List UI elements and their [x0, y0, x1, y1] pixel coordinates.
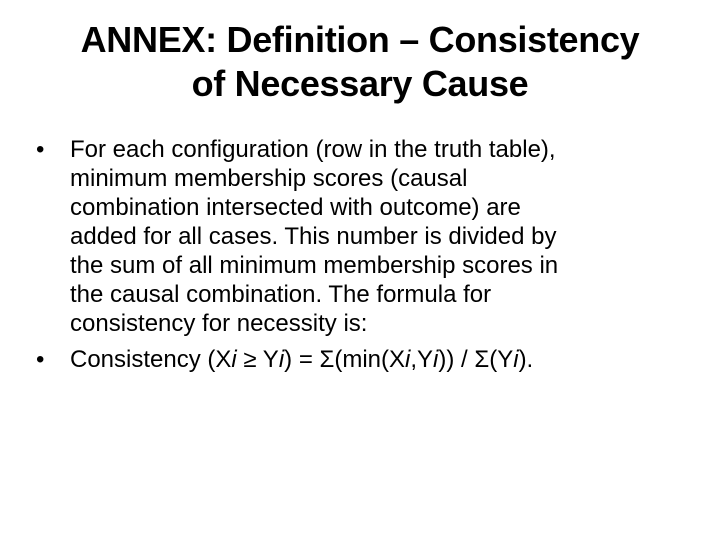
- bullet-marker: •: [36, 346, 45, 373]
- bullet-list: [36, 135, 676, 381]
- bullet-definition: [36, 135, 676, 338]
- formula-subscript: i: [513, 346, 519, 373]
- formula-mid: ) = Σ(min(X: [284, 346, 406, 373]
- definition-line: minimum membership scores (causal: [70, 165, 468, 192]
- definition-line: added for all cases. This number is divided by: [70, 223, 557, 250]
- formula-close: )) / Σ(Y: [438, 346, 514, 373]
- formula-geq: ≥ Y: [236, 346, 279, 373]
- formula-end: ).: [518, 346, 534, 373]
- definition-text: [70, 135, 676, 338]
- definition-line: the sum of all minimum membership scores in: [70, 252, 559, 279]
- formula-comma: ,Y: [410, 346, 434, 373]
- definition-line: consistency for necessity is:: [70, 310, 368, 337]
- definition-line: the causal combination. The formula for: [70, 281, 492, 308]
- bullet-formula: [36, 345, 676, 374]
- formula-subscript: i: [231, 346, 237, 373]
- slide-title: [0, 18, 720, 106]
- bullet-marker: •: [36, 136, 45, 163]
- formula-text: [70, 345, 676, 374]
- definition-line: For each configuration (row in the truth table),: [70, 136, 556, 163]
- definition-line: combination intersected with outcome) are: [70, 194, 521, 221]
- formula-subscript: i: [405, 346, 411, 373]
- title-line-1: ANNEX: Definition – Consistency: [80, 19, 640, 60]
- formula-subscript: i: [278, 346, 285, 373]
- formula-prefix: Consistency (X: [70, 346, 232, 373]
- formula-line: [70, 345, 676, 374]
- formula-subscript: i: [433, 346, 439, 373]
- title-line-2: of Necessary Cause: [191, 63, 529, 104]
